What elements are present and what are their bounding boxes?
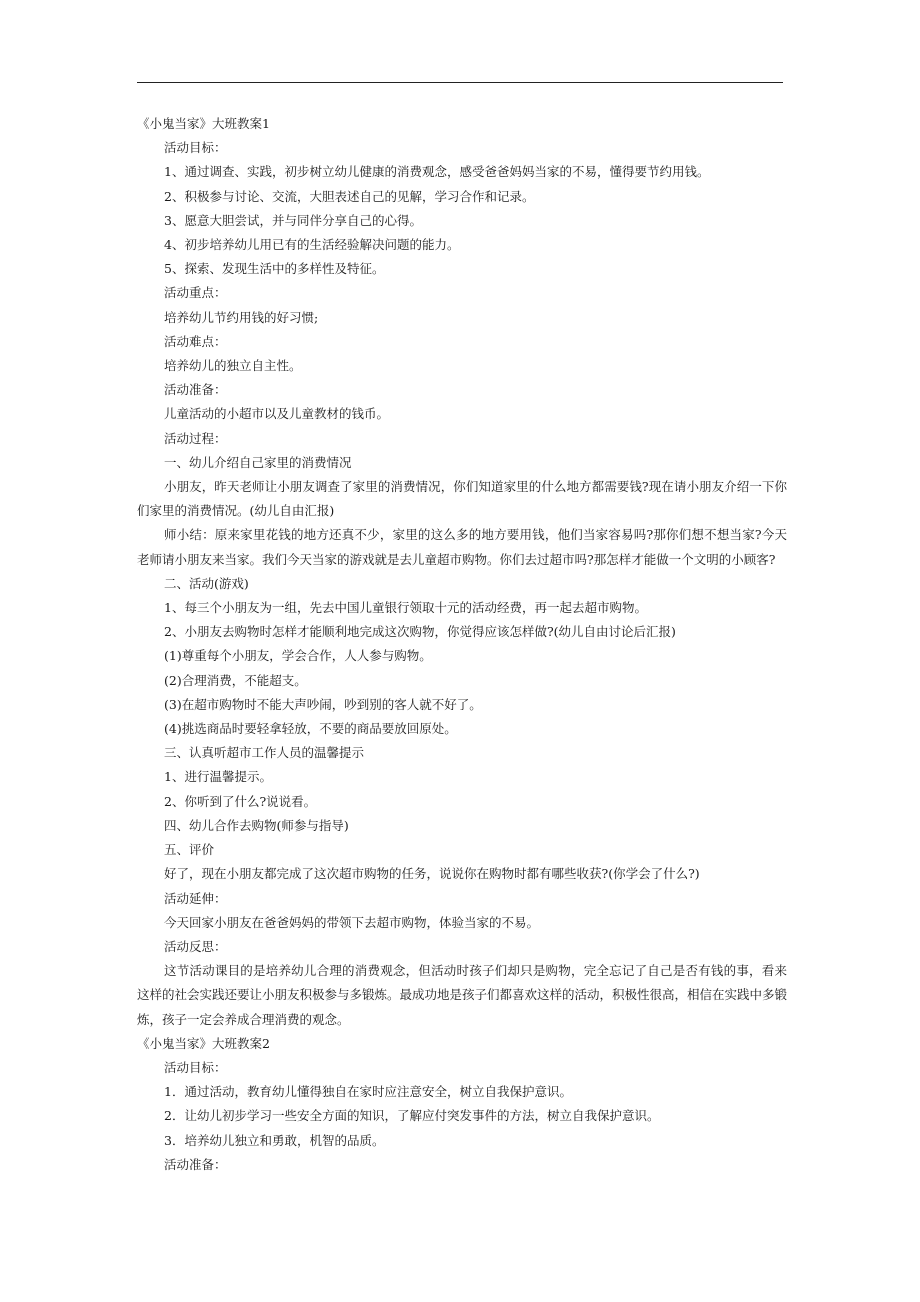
paragraph: 活动准备： xyxy=(164,1156,227,1172)
paragraph: (2)合理消费，不能超支。 xyxy=(164,672,307,688)
paragraph: (1)尊重每个小朋友，学会合作，人人参与购物。 xyxy=(164,648,432,664)
paragraph: 活动重点： xyxy=(164,285,227,301)
paragraph: 1、每三个小朋友为一组，先去中国儿童银行领取十元的活动经费，再一起去超市购物。 xyxy=(164,600,647,616)
paragraph: 二、活动(游戏) xyxy=(164,575,249,591)
paragraph: 三、认真听超市工作人员的温馨提示 xyxy=(164,745,365,761)
paragraph: 2、积极参与讨论、交流，大胆表述自己的见解，学习合作和记录。 xyxy=(164,188,535,204)
paragraph: 2、你听到了什么?说说看。 xyxy=(164,793,317,809)
paragraph: 培养幼儿节约用钱的好习惯; xyxy=(164,309,319,325)
paragraph: 活动过程： xyxy=(164,430,227,446)
paragraph: 一、幼儿介绍自己家里的消费情况 xyxy=(164,454,352,470)
paragraph: 培养幼儿的独立自主性。 xyxy=(164,358,302,374)
document-body xyxy=(137,112,787,1177)
paragraph: 师小结：原来家里花钱的地方还真不少，家里的这么多的地方要用钱，他们当家容易吗?那你们想不想当家?今天老师请小朋友来当家。我们今天当家的游戏就是去儿童超市购物。你们去过超市吗?那怎样才能做一个文明的小顾客? xyxy=(137,527,787,567)
paragraph: 儿童活动的小超市以及儿童教材的钱币。 xyxy=(164,406,390,422)
header-rule xyxy=(137,82,783,83)
paragraph: 2、小朋友去购物时怎样才能顺利地完成这次购物，你觉得应该怎样做?(幼儿自由讨论后汇报) xyxy=(164,624,676,640)
paragraph: 5、探索、发现生活中的多样性及特征。 xyxy=(164,261,385,277)
paragraph: 1、进行温馨提示。 xyxy=(164,769,272,785)
paragraph: 3、愿意大胆尝试，并与同伴分享自己的心得。 xyxy=(164,212,422,228)
paragraph: 四、幼儿合作去购物(师参与指导) xyxy=(164,817,349,833)
paragraph: 活动目标： xyxy=(164,140,227,156)
paragraph: 活动目标： xyxy=(164,1059,227,1075)
section-title: 《小鬼当家》大班教案1 xyxy=(137,116,270,131)
paragraph: 1、通过调查、实践，初步树立幼儿健康的消费观念，感受爸爸妈妈当家的不易，懂得要节约用钱。 xyxy=(164,164,710,180)
paragraph: 活动难点： xyxy=(164,333,227,349)
paragraph: 1．通过活动，教育幼儿懂得独自在家时应注意安全，树立自我保护意识。 xyxy=(164,1084,572,1100)
paragraph: (4)挑选商品时要轻拿轻放，不要的商品要放回原处。 xyxy=(164,721,457,737)
paragraph: (3)在超市购物时不能大声吵闹，吵到别的客人就不好了。 xyxy=(164,696,482,712)
paragraph: 好了，现在小朋友都完成了这次超市购物的任务，说说你在购物时都有哪些收获?(你学会了什么?) xyxy=(164,866,700,882)
paragraph: 活动反思： xyxy=(164,938,227,954)
paragraph: 活动准备： xyxy=(164,382,227,398)
paragraph: 3．培养幼儿独立和勇敢，机智的品质。 xyxy=(164,1132,385,1148)
section-title: 《小鬼当家》大班教案2 xyxy=(137,1035,270,1051)
paragraph: 这节活动课目的是培养幼儿合理的消费观念，但活动时孩子们却只是购物，完全忘记了自己是否有钱的事，看来这样的社会实践还要让小朋友积极参与多锻炼。最成功地是孩子们都喜欢这样的活动，积极性很高，相信在实践中多锻炼，孩子一定会养成合理消费的观念。 xyxy=(137,963,788,1027)
paragraph: 4、初步培养幼儿用已有的生活经验解决问题的能力。 xyxy=(164,237,460,253)
paragraph: 活动延伸： xyxy=(164,890,227,906)
paragraph: 小朋友，昨天老师让小朋友调查了家里的消费情况，你们知道家里的什么地方都需要钱?现在请小朋友介绍一下你们家里的消费情况。(幼儿自由汇报) xyxy=(137,479,787,519)
paragraph: 今天回家小朋友在爸爸妈妈的带领下去超市购物，体验当家的不易。 xyxy=(164,914,540,930)
paragraph: 五、评价 xyxy=(164,842,215,858)
paragraph: 2．让幼儿初步学习一些安全方面的知识，了解应付突发事件的方法，树立自我保护意识。 xyxy=(164,1108,660,1124)
